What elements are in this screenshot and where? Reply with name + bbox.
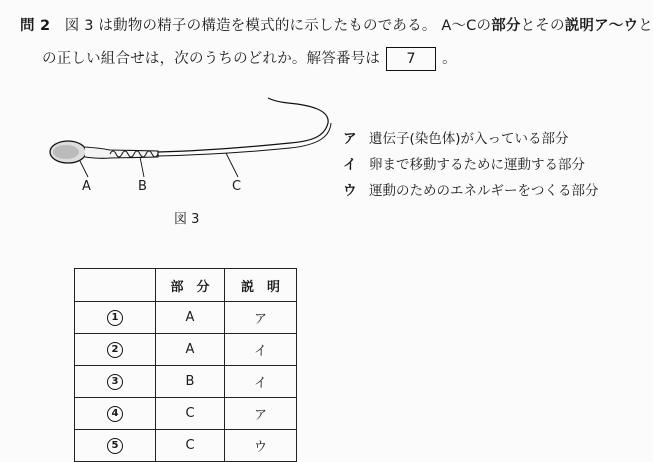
leader-b [140, 157, 144, 177]
part-cell: C [156, 398, 225, 430]
question-text-1a: 図 3 は動物の精子の構造を模式的に示したものである。 A～Cの [64, 18, 492, 34]
sperm-tail [158, 98, 328, 152]
description-i [343, 153, 585, 173]
desc-cell: ア [225, 302, 297, 334]
question-text-2a: の正しい組合せは，次のうちのどれか。解答番号は [42, 51, 381, 67]
desc-cell: ウ [225, 430, 297, 462]
header-desc: 説 明 [225, 269, 297, 302]
row-number-cell [75, 334, 156, 366]
question-text-1b: 部分 [491, 18, 521, 34]
leader-c [226, 153, 238, 177]
description-key: ウ [343, 183, 357, 199]
question-text-1c: とその [520, 18, 565, 34]
question-number: 問 2 [20, 18, 51, 34]
description-text: 運動のためのエネルギーをつくる部分 [369, 183, 599, 199]
table-row [75, 334, 297, 366]
answer-number-box: 7 [386, 47, 436, 71]
question-line-1 [20, 14, 653, 35]
label-c: C [232, 179, 242, 194]
choice-number: 4 [107, 406, 123, 422]
sperm-head-nucleus [53, 145, 79, 159]
row-number-cell [75, 398, 156, 430]
question-text-2b: 。 [442, 51, 457, 67]
part-cell: B [156, 366, 225, 398]
description-key: ア [343, 131, 357, 147]
table-header-row [75, 269, 297, 302]
row-number-cell [75, 302, 156, 334]
header-empty [75, 269, 156, 302]
part-cell: C [156, 430, 225, 462]
answer-table [74, 268, 297, 462]
table-row [75, 366, 297, 398]
table-row [75, 430, 297, 462]
description-text: 遺伝子(染色体)が入っている部分 [369, 131, 569, 147]
part-cell: A [156, 302, 225, 334]
table-row [75, 302, 297, 334]
description-a [343, 127, 569, 147]
question-text-1e: と [638, 18, 653, 34]
question-line-2 [42, 47, 457, 71]
desc-cell: ア [225, 398, 297, 430]
choice-number: 1 [107, 310, 123, 326]
description-key: イ [343, 157, 357, 173]
desc-cell: イ [225, 334, 297, 366]
table-row [75, 398, 297, 430]
choice-number: 5 [107, 438, 123, 454]
label-b: B [138, 179, 147, 194]
row-number-cell [75, 366, 156, 398]
question-text-1d: 説明ア～ウ [564, 18, 639, 34]
choice-number: 3 [107, 374, 123, 390]
description-text: 卵まで移動するために運動する部分 [369, 157, 585, 173]
header-part: 部 分 [156, 269, 225, 302]
row-number-cell [75, 430, 156, 462]
description-u [343, 179, 599, 199]
leader-a [80, 161, 88, 177]
part-cell: A [156, 334, 225, 366]
figure-caption: 図 3 [174, 212, 200, 227]
desc-cell: イ [225, 366, 297, 398]
choice-number: 2 [107, 342, 123, 358]
label-a: A [82, 179, 91, 194]
